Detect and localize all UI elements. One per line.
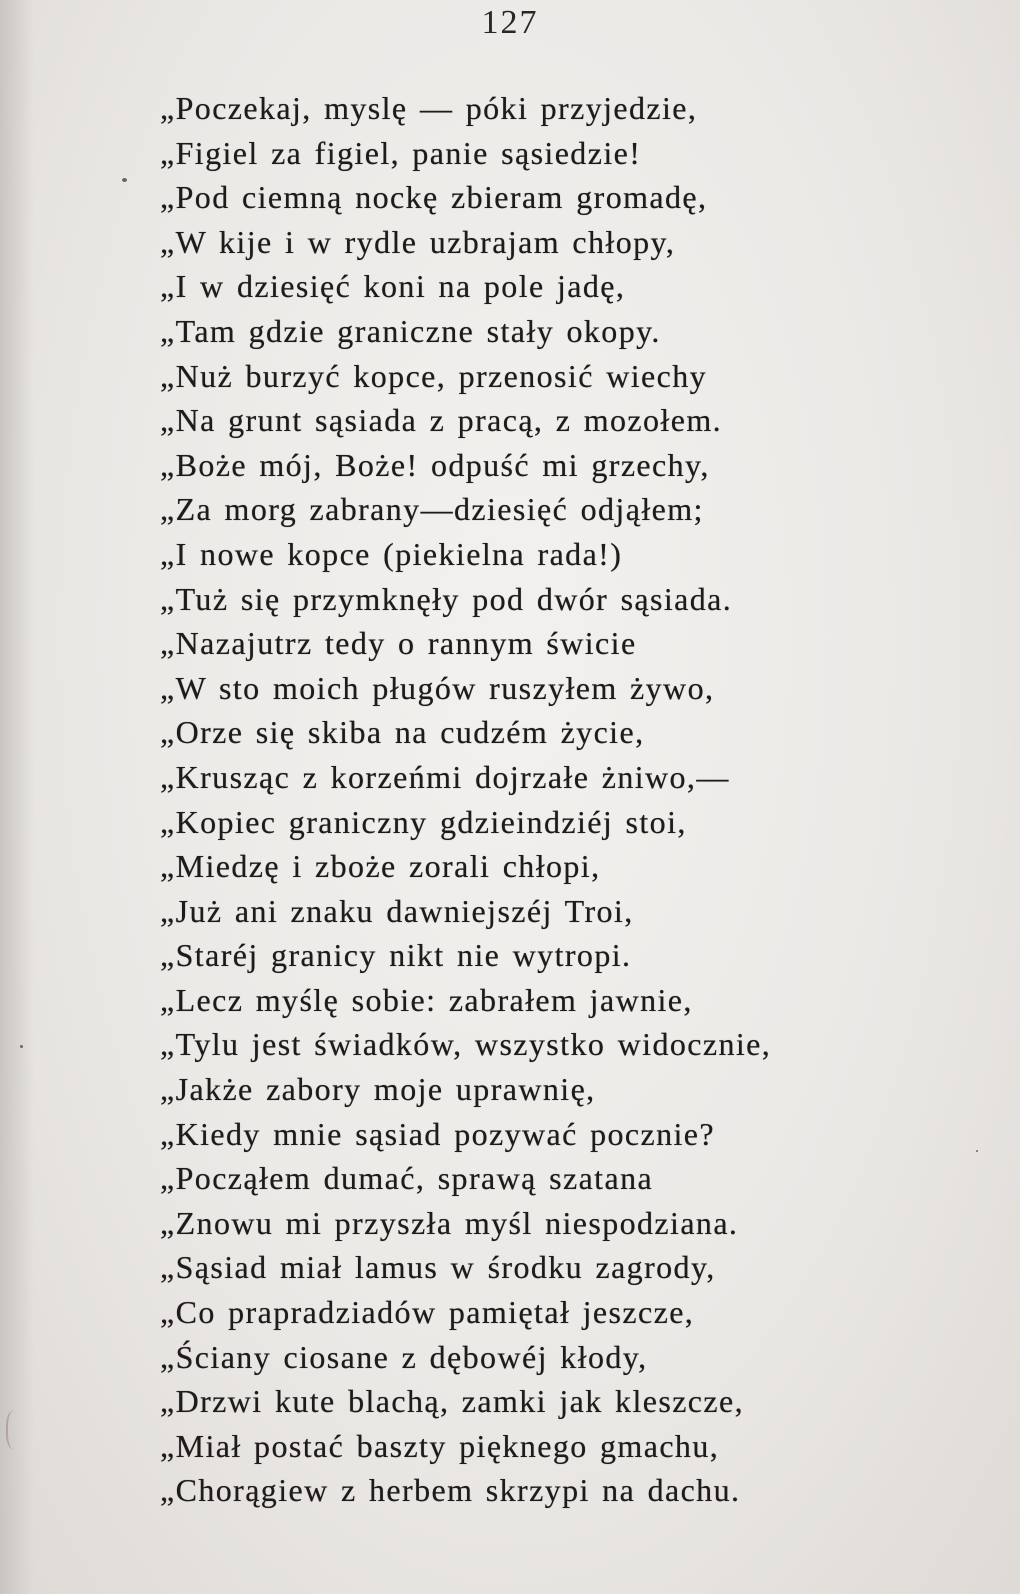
ink-speck xyxy=(122,178,127,182)
verse-line: „Co prapradziadów pamiętał jeszcze, xyxy=(160,1294,695,1331)
verse-line: „W kije i w rydle uzbrajam chłopy, xyxy=(160,223,676,260)
verse-line: „Poczekaj, myslę — póki przyjedzie, xyxy=(160,90,698,126)
verse-line: „Boże mój, Boże! odpuść mi grzechy, xyxy=(160,446,710,483)
verse-line: „Staréj granicy nikt nie wytropi. xyxy=(160,937,632,974)
verse-line: „Miał postać baszty pięknego gmachu, xyxy=(160,1427,720,1464)
verse-line: „Znowu mi przyszła myśl niespodziana. xyxy=(160,1204,739,1241)
verse-line: „Na grunt sąsiada z pracą, z mozołem. xyxy=(160,402,723,439)
poem-text xyxy=(160,86,771,1513)
verse-line: „Drzwi kute blachą, zamki jak kleszcze, xyxy=(160,1383,745,1420)
page-gutter-shadow xyxy=(0,0,34,1594)
page-number: 127 xyxy=(481,4,539,41)
verse-line: „Kopiec graniczny gdzieindziéj stoi, xyxy=(160,803,687,840)
verse-line: „Chorągiew z herbem skrzypi na dachu. xyxy=(160,1472,741,1509)
verse-line: „Orze się skiba na cudzém życie, xyxy=(160,714,645,751)
verse-line: „Jakże zabory moje uprawnię, xyxy=(160,1071,596,1108)
verse-line: „Ściany ciosane z dębowéj kłody, xyxy=(160,1338,648,1375)
verse-line: „Figiel za figiel, panie sąsiedzie! xyxy=(160,134,642,171)
verse-line: „Kiedy mnie sąsiad pozywać pocznie? xyxy=(160,1115,716,1152)
ink-speck xyxy=(20,1045,23,1048)
verse-line: „Już ani znaku dawniejszéj Troi, xyxy=(160,892,634,929)
verse-line: „Krusząc z korzeńmi dojrzałe żniwo,— xyxy=(160,758,730,795)
verse-line: „I nowe kopce (piekielna rada!) xyxy=(160,535,623,572)
verse-line: „Za morg zabrany—dziesięć odjąłem; xyxy=(160,491,704,528)
verse-line: „Tuż się przymknęły pod dwór sąsiada. xyxy=(160,580,733,617)
verse-line: „Lecz myślę sobie: zabrałem jawnie, xyxy=(160,981,693,1018)
verse-line: „Tam gdzie graniczne stały okopy. xyxy=(160,312,661,349)
verse-line: „I w dziesięć koni na pole jadę, xyxy=(160,268,626,305)
verse-line: „Pod ciemną nockę zbieram gromadę, xyxy=(160,179,708,216)
verse-line: „Nuż burzyć kopce, przenosić wiechy xyxy=(160,357,707,394)
ink-smear xyxy=(6,1410,26,1450)
verse-line: „Nazajutrz tedy o rannym świcie xyxy=(160,625,637,662)
verse-line: „Miedzę i zboże zorali chłopi, xyxy=(160,848,601,885)
verse-line: „Począłem dumać, sprawą szatana xyxy=(160,1160,654,1197)
verse-line: „W sto moich pługów ruszyłem żywo, xyxy=(160,669,715,706)
verse-line: „Sąsiad miał lamus w środku zagrody, xyxy=(160,1249,716,1286)
verse-line: „Tylu jest świadków, wszystko widocznie, xyxy=(160,1026,772,1063)
ink-speck xyxy=(976,1150,978,1152)
